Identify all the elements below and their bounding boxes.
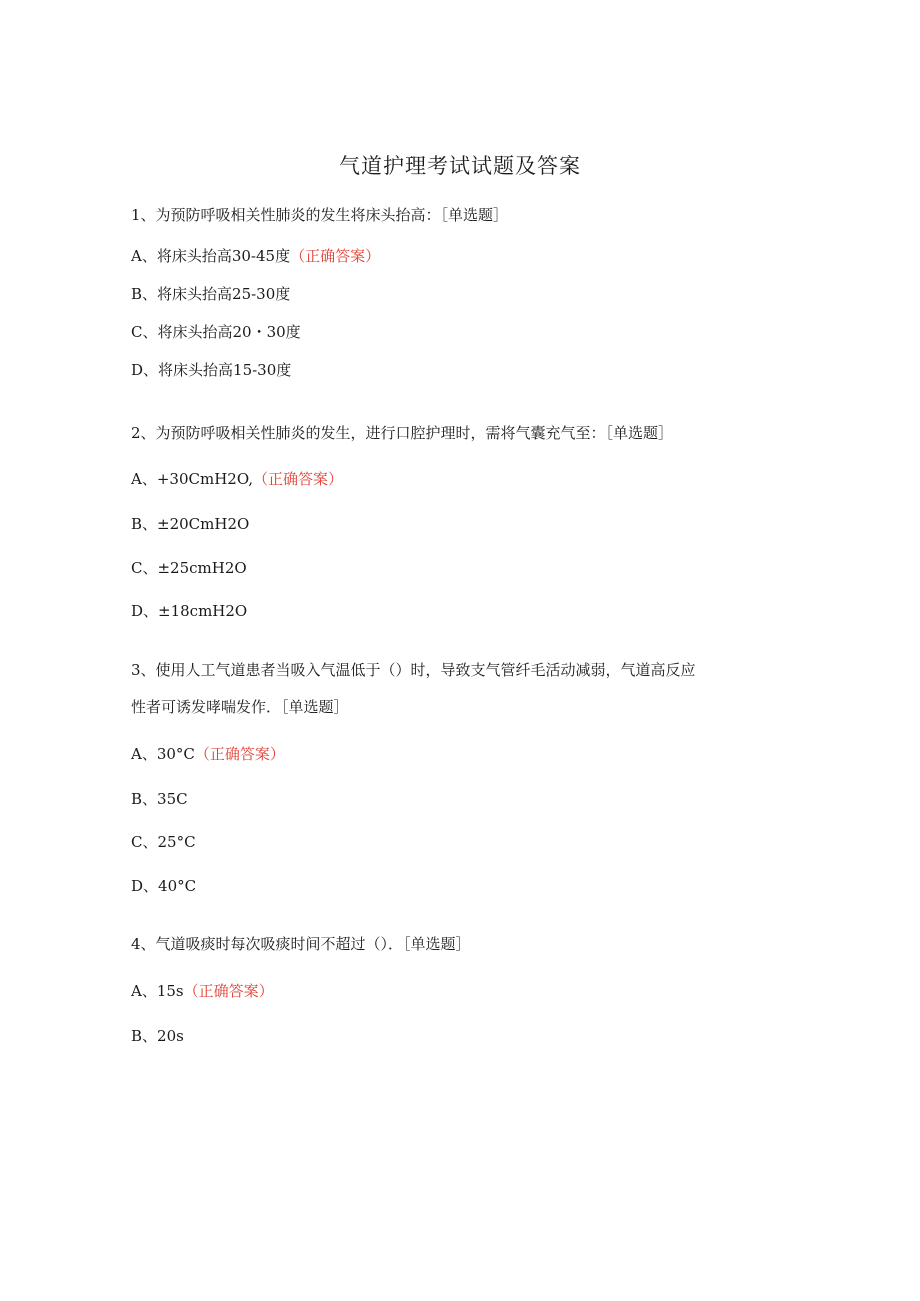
option-1a: A、将床头抬高30-45度（正确答案） (131, 247, 381, 265)
question-2: 2、为预防呼吸相关性肺炎的发生，进行口腔护理时，需将气囊充气至：［单选题］ (131, 424, 674, 442)
question-3-line-1: 3、使用人工气道患者当吸入气温低于（）时，导致支气管纤毛活动减弱，气道高反应 (131, 661, 696, 679)
option-3b: B、35C (131, 790, 188, 808)
question-4: 4、气道吸痰时每次吸痰时间不超过（）．［单选题］ (131, 935, 471, 953)
option-2c: C、±25cmH2O (131, 559, 247, 577)
correct-answer-mark: （正确答案） (290, 247, 381, 265)
option-3c: C、25°C (131, 833, 196, 851)
option-2d: D、±18cmH2O (131, 602, 248, 620)
question-1: 1、为预防呼吸相关性肺炎的发生将床头抬高：［单选题］ (131, 206, 509, 224)
correct-answer-mark: （正确答案） (253, 470, 344, 488)
correct-answer-mark: （正确答案） (183, 982, 274, 1000)
option-2a: A、+30CmH2O,（正确答案） (131, 470, 344, 488)
option-1d: D、将床头抬高15-30度 (131, 361, 292, 379)
option-3a: A、30°C（正确答案） (131, 745, 285, 763)
option-2b: B、±20CmH2O (131, 515, 250, 533)
correct-answer-mark: （正确答案） (194, 745, 285, 763)
option-1b: B、将床头抬高25-30度 (131, 285, 291, 303)
option-4a: A、15s（正确答案） (131, 982, 274, 1000)
question-3-line-2: 性者可诱发哮喘发作．［单选题］ (131, 698, 349, 716)
option-4b: B、20s (131, 1027, 184, 1045)
option-3d: D、40°C (131, 877, 197, 895)
page-title: 气道护理考试试题及答案 (339, 154, 581, 178)
option-1c: C、将床头抬高20・30度 (131, 323, 301, 341)
